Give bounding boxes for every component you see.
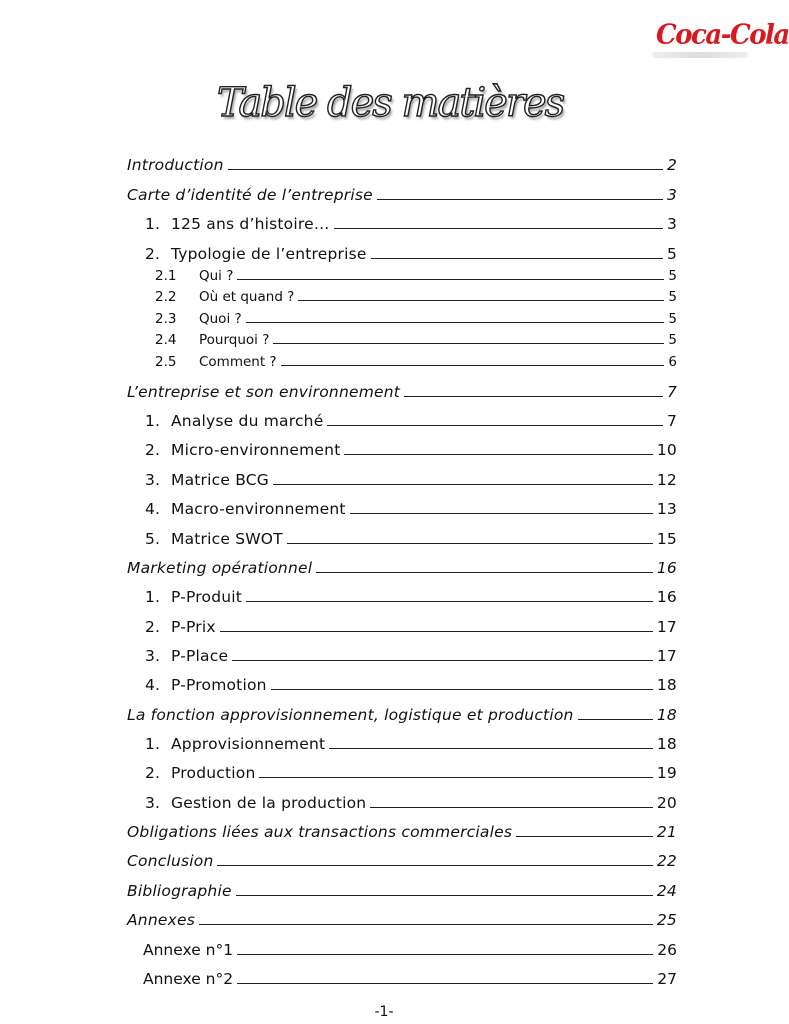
toc-page-number: 16	[656, 588, 677, 606]
toc-number: 1.	[145, 412, 161, 430]
toc-number: 4.	[145, 500, 161, 518]
toc-entry-approvisionnement-logistique[interactable]	[127, 706, 677, 724]
toc-number: 2.1	[155, 268, 177, 284]
toc-leader	[281, 364, 665, 366]
toc-page-number: 24	[656, 882, 677, 900]
toc-page-number: 5	[668, 332, 677, 348]
toc-leader	[271, 688, 653, 690]
toc-leader	[316, 571, 653, 573]
page-number: -1-	[374, 1004, 394, 1020]
toc-number: 2.2	[155, 289, 177, 305]
toc-label: Comment ?	[199, 354, 277, 370]
toc-page-number: 18	[656, 735, 677, 753]
toc-leader	[287, 542, 653, 544]
toc-page-number: 16	[656, 559, 677, 577]
toc-leader	[220, 630, 653, 632]
toc-leader	[259, 776, 652, 778]
toc-entry-macro-environnement[interactable]	[145, 500, 677, 518]
toc-page-number: 22	[656, 852, 677, 870]
toc-label: Pourquoi ?	[199, 332, 270, 348]
toc-entry-qui[interactable]	[155, 268, 677, 284]
toc-leader	[377, 198, 663, 200]
toc-leader	[350, 512, 653, 514]
toc-entry-marketing[interactable]	[127, 559, 677, 577]
toc-page-number: 17	[656, 618, 677, 636]
toc-entry-obligations[interactable]	[127, 823, 677, 841]
toc-label: Obligations liées aux transactions commerciales	[127, 823, 513, 841]
toc-number: 2.3	[155, 311, 177, 327]
toc-entry-environnement[interactable]	[127, 383, 677, 401]
toc-entry-micro-environnement[interactable]	[145, 441, 677, 459]
toc-number: 2.	[145, 764, 161, 782]
toc-label: 125 ans d’histoire…	[171, 215, 330, 233]
toc-page-number: 13	[656, 500, 677, 518]
toc-number: 2.	[145, 441, 161, 459]
coca-cola-logo	[652, 18, 789, 62]
toc-page-number: 3	[666, 186, 677, 204]
toc-label: Marketing opérationnel	[127, 559, 313, 577]
toc-entry-matrice-swot[interactable]	[145, 530, 677, 548]
toc-page-number: 20	[656, 794, 677, 812]
toc-leader	[237, 982, 653, 984]
toc-label: Introduction	[127, 156, 224, 174]
toc-entry-conclusion[interactable]	[127, 852, 677, 870]
toc-entry-annexes[interactable]	[127, 911, 677, 929]
toc-entry-bibliographie[interactable]	[127, 882, 677, 900]
toc-entry-p-promotion[interactable]	[145, 676, 677, 694]
toc-page-number: 26	[657, 941, 677, 959]
toc-label: Approvisionnement	[171, 735, 326, 753]
toc-number: 2.4	[155, 332, 177, 348]
toc-label: Annexes	[127, 911, 195, 929]
toc-entry-p-produit[interactable]	[145, 588, 677, 606]
toc-number: 1.	[145, 735, 161, 753]
toc-entry-typologie[interactable]	[145, 245, 677, 263]
toc-number: 3.	[145, 471, 161, 489]
toc-page-number: 27	[657, 970, 677, 988]
toc-number: 3.	[145, 647, 161, 665]
toc-label: Micro-environnement	[171, 441, 341, 459]
toc-label: L’entreprise et son environnement	[127, 383, 401, 401]
logo-text: Coca-Cola	[656, 19, 789, 51]
toc-leader	[404, 395, 663, 397]
toc-leader	[516, 835, 653, 837]
toc-page-number: 2	[666, 156, 677, 174]
toc-number: 4.	[145, 676, 161, 694]
toc-page-number: 19	[656, 764, 677, 782]
toc-label: Matrice SWOT	[171, 530, 283, 548]
toc-page-number: 18	[656, 676, 677, 694]
toc-entry-production[interactable]	[145, 764, 677, 782]
toc-number: 1.	[145, 588, 161, 606]
toc-number: 5.	[145, 530, 161, 548]
toc-label: Gestion de la production	[171, 794, 367, 812]
toc-leader	[217, 864, 652, 866]
toc-entry-analyse-marche[interactable]	[145, 412, 677, 430]
toc-entry-ou-et-quand[interactable]	[155, 289, 677, 305]
toc-label: P-Place	[171, 647, 229, 665]
toc-leader	[237, 278, 664, 280]
toc-label: P-Prix	[171, 618, 216, 636]
toc-label: Production	[171, 764, 256, 782]
toc-page-number: 15	[656, 530, 677, 548]
toc-leader	[578, 718, 653, 720]
toc-page-number: 5	[666, 245, 677, 263]
toc-page-number: 12	[656, 471, 677, 489]
page-title: Table des matières	[216, 80, 564, 126]
toc-number: 3.	[145, 794, 161, 812]
toc-leader	[327, 424, 662, 426]
toc-label: P-Promotion	[171, 676, 267, 694]
toc-page-number: 3	[666, 215, 677, 233]
toc-page-number: 5	[668, 268, 677, 284]
toc-label: Annexe n°2	[143, 970, 234, 988]
toc-page-number: 25	[656, 911, 677, 929]
toc-entry-p-prix[interactable]	[145, 618, 677, 636]
toc-entry-comment[interactable]	[155, 354, 677, 370]
toc-number: 2.	[145, 618, 161, 636]
toc-entry-annexe-2[interactable]	[143, 970, 677, 988]
toc-number: 1.	[145, 215, 161, 233]
toc-leader	[273, 483, 653, 485]
toc-entry-quoi[interactable]	[155, 311, 677, 327]
toc-page-number: 5	[668, 289, 677, 305]
toc-leader	[232, 659, 653, 661]
toc-entry-histoire[interactable]	[145, 215, 677, 233]
toc-entry-matrice-bcg[interactable]	[145, 471, 677, 489]
toc-leader	[246, 600, 653, 602]
toc-label: Annexe n°1	[143, 941, 234, 959]
toc-page-number: 21	[656, 823, 677, 841]
toc-entry-introduction[interactable]	[127, 156, 677, 174]
toc-leader	[298, 299, 664, 301]
toc-page-number: 7	[666, 412, 677, 430]
toc-number: 2.	[145, 245, 161, 263]
toc-leader	[228, 168, 663, 170]
toc-page-number: 10	[656, 441, 677, 459]
toc-page-number: 7	[666, 383, 677, 401]
toc-entry-pourquoi[interactable]	[155, 332, 677, 348]
toc-leader	[246, 321, 665, 323]
toc-label: Macro-environnement	[171, 500, 346, 518]
toc-leader	[199, 923, 653, 925]
toc-leader	[237, 953, 653, 955]
toc-leader	[344, 453, 652, 455]
toc-label: Typologie de l’entreprise	[171, 245, 367, 263]
toc-leader	[273, 342, 664, 344]
toc-label: Quoi ?	[199, 311, 242, 327]
toc-leader	[370, 806, 653, 808]
toc-label: Où et quand ?	[199, 289, 295, 305]
toc-entry-carte-identite[interactable]	[127, 186, 677, 204]
toc-leader	[329, 747, 653, 749]
toc-page-number: 5	[668, 311, 677, 327]
toc-entry-annexe-1[interactable]	[143, 941, 677, 959]
toc-label: P-Produit	[171, 588, 243, 606]
toc-label: Carte d’identité de l’entreprise	[127, 186, 373, 204]
toc-label: La fonction approvisionnement, logistique et production	[127, 706, 574, 724]
toc-page-number: 6	[668, 354, 677, 370]
toc-label: Analyse du marché	[171, 412, 324, 430]
toc-leader	[371, 257, 663, 259]
toc-label: Bibliographie	[127, 882, 232, 900]
toc-entry-p-place[interactable]	[145, 647, 677, 665]
toc-page-number: 17	[656, 647, 677, 665]
toc-leader	[236, 894, 653, 896]
toc-label: Qui ?	[199, 268, 234, 284]
logo-swoosh	[652, 52, 748, 58]
toc-entry-approvisionnement[interactable]	[145, 735, 677, 753]
toc-label: Conclusion	[127, 852, 214, 870]
toc-entry-gestion-production[interactable]	[145, 794, 677, 812]
toc-label: Matrice BCG	[171, 471, 270, 489]
toc-leader	[334, 227, 663, 229]
toc-number: 2.5	[155, 354, 177, 370]
toc-page-number: 18	[656, 706, 677, 724]
